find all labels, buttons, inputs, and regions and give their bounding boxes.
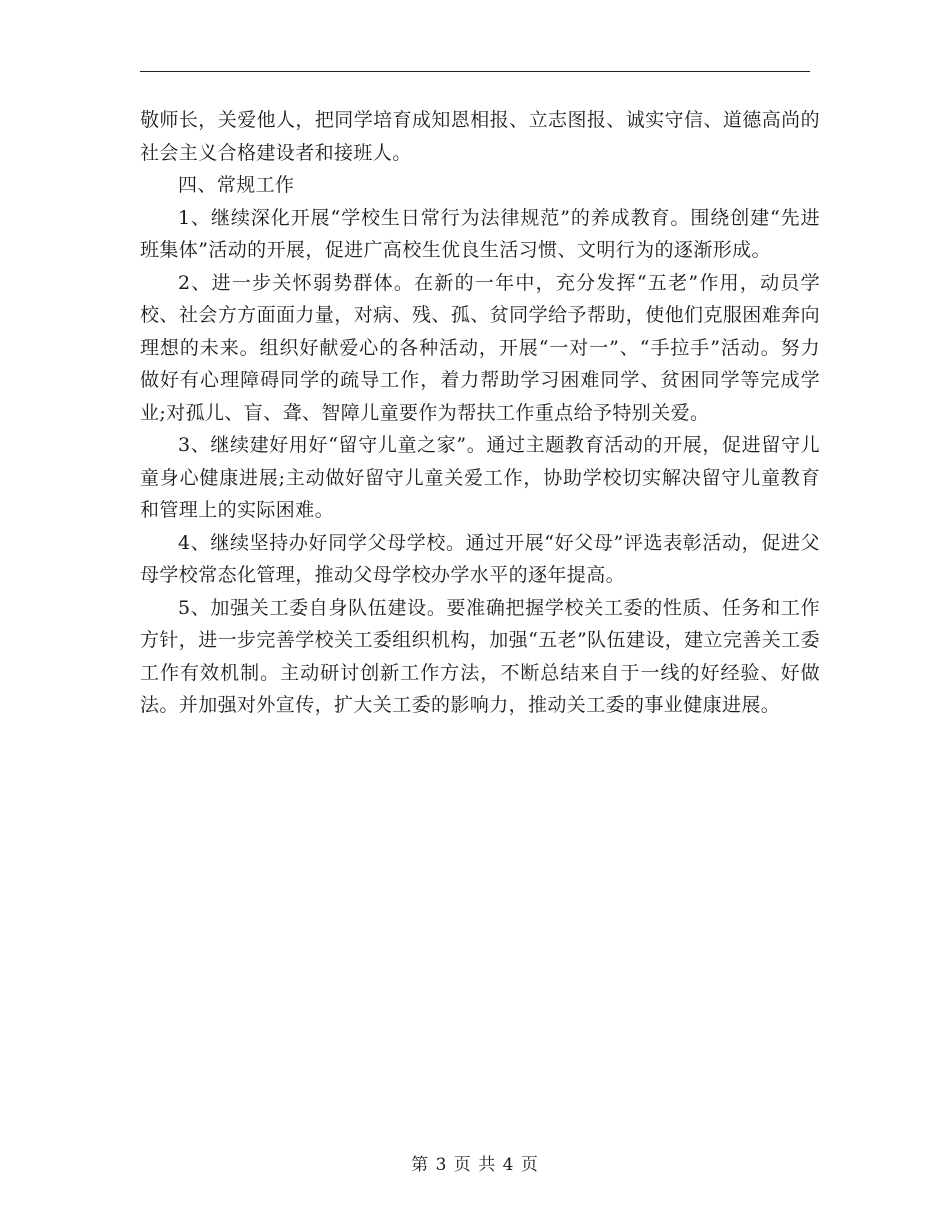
paragraph-item-3: 3、继续建好用好“留守儿童之家”。通过主题教育活动的开展，促进留守儿童身心健康进展;主动做好留守儿童关爱工作，协助学校切实解决留守儿童教育和管理上的实际困难。 (140, 434, 820, 521)
paragraph-item-2: 2、进一步关怀弱势群体。在新的一年中，充分发挥“五老”作用，动员学校、社会方方面面力量，对病、残、孤、贫同学给予帮助，使他们克服困难奔向理想的未来。组织好献爱心的各种活动，开展“一对一”、“手拉手”活动。努力做好有心理障碍同学的疏导工作，着力帮助学习困难同学、贫困同学等完成学业;对孤儿、盲、聋、智障儿童要作为帮扶工作重点给予特别关爱。 (140, 271, 820, 424)
document-body (140, 104, 820, 722)
paragraph-item-5: 5、加强关工委自身队伍建设。要准确把握学校关工委的性质、任务和工作方针，进一步完善学校关工委组织机构，加强“五老”队伍建设，建立完善关工委工作有效机制。主动研讨创新工作方法，不断总结来自于一线的好经验、好做法。并加强对外宣传，扩大关工委的影响力，推动关工委的事业健康进展。 (140, 596, 820, 716)
section-heading-routine-work: 四、常规工作 (178, 174, 295, 196)
paragraph-continuation: 敬师长，关爱他人，把同学培育成知恩相报、立志图报、诚实守信、道德高尚的社会主义合格建设者和接班人。 (140, 109, 820, 164)
paragraph-item-4: 4、继续坚持办好同学父母学校。通过开展“好父母”评选表彰活动，促进父母学校常态化管理，推动父母学校办学水平的逐年提高。 (140, 531, 820, 586)
page-number-footer: 第 3 页 共 4 页 (411, 1155, 539, 1175)
header-rule (140, 71, 810, 72)
paragraph-item-1: 1、继续深化开展“学校生日常行为法律规范”的养成教育。围绕创建“先进班集体”活动的开展，促进广高校生优良生活习惯、文明行为的逐渐形成。 (140, 206, 820, 261)
